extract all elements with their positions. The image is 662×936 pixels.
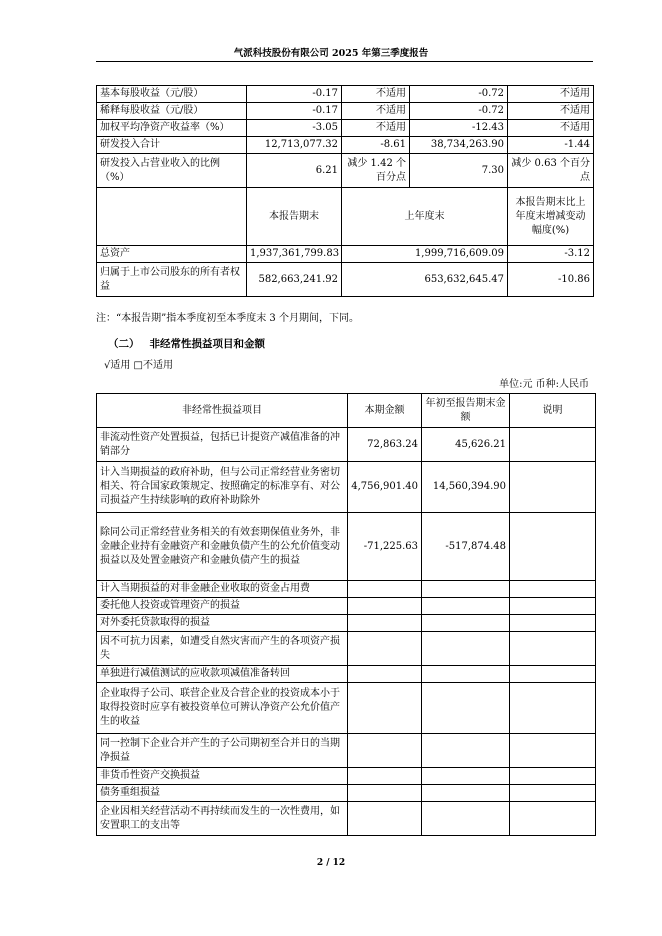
remark xyxy=(510,768,596,785)
ytd-amount: 45,626.21 xyxy=(422,428,510,462)
cell-value: -12.43 xyxy=(410,120,508,137)
table-row xyxy=(97,154,594,188)
cell-value: -0.17 xyxy=(247,86,342,103)
applicability-indicator: √适用 □不适用 xyxy=(104,360,173,371)
table-row xyxy=(97,581,596,598)
current-amount xyxy=(348,598,422,615)
cell-value: -3.12 xyxy=(508,246,594,263)
non-recurring-items-table xyxy=(96,393,596,836)
current-amount xyxy=(348,632,422,666)
ytd-amount xyxy=(422,768,510,785)
current-amount xyxy=(348,615,422,632)
ytd-amount xyxy=(422,615,510,632)
item-description: 企业因相关经营活动不再持续而发生的一次性费用，如安置职工的支出等 xyxy=(97,802,348,836)
item-description: 计入当期损益的政府补助，但与公司正常经营业务密切相关、符合国家政策规定、按照确定的标准享有、对公司损益产生持续影响的政府补助除外 xyxy=(97,462,348,513)
table-row xyxy=(97,462,596,513)
row-label: 研发投入占营业收入的比例（%） xyxy=(97,154,247,188)
table-row xyxy=(97,768,596,785)
cell-value: 减少 1.42 个百分点 xyxy=(342,154,410,188)
item-description: 债务重组损益 xyxy=(97,785,348,802)
ytd-amount xyxy=(422,802,510,836)
remark xyxy=(510,734,596,768)
current-amount xyxy=(348,683,422,734)
cell-value: 38,734,263.90 xyxy=(410,137,508,154)
row-label: 加权平均净资产收益率（%） xyxy=(97,120,247,137)
cell-value: 不适用 xyxy=(342,86,410,103)
unit-currency-label: 单位:元 币种:人民币 xyxy=(499,379,589,390)
current-amount xyxy=(348,802,422,836)
row-label: 总资产 xyxy=(97,246,247,263)
cell-value: 1,999,716,609.09 xyxy=(342,246,508,263)
header-rule xyxy=(96,61,593,62)
ytd-amount xyxy=(422,734,510,768)
table-row xyxy=(97,785,596,802)
current-amount: 72,863.24 xyxy=(348,428,422,462)
table-row xyxy=(97,598,596,615)
cell-value: 不适用 xyxy=(508,86,594,103)
col-header-current: 本期金额 xyxy=(348,394,422,428)
cell-value: 不适用 xyxy=(508,120,594,137)
current-amount xyxy=(348,581,422,598)
row-label: 稀释每股收益（元/股） xyxy=(97,103,247,120)
remark xyxy=(510,632,596,666)
current-amount xyxy=(348,734,422,768)
page-header: 气派科技股份有限公司 2025 年第三季度报告 xyxy=(233,48,429,59)
remark xyxy=(510,462,596,513)
col-header-period-end: 本报告期末 xyxy=(247,188,342,246)
table-row xyxy=(97,802,596,836)
current-amount: 4,756,901.40 xyxy=(348,462,422,513)
section-number: （二） xyxy=(108,338,140,350)
current-amount: -71,225.63 xyxy=(348,513,422,581)
empty-cell xyxy=(97,188,247,246)
row-label: 归属于上市公司股东的所有者权益 xyxy=(97,263,247,297)
table-row xyxy=(97,428,596,462)
cell-value: 6.21 xyxy=(247,154,342,188)
table-row xyxy=(97,246,594,263)
current-amount xyxy=(348,785,422,802)
cell-value: -0.72 xyxy=(410,103,508,120)
cell-value: -0.17 xyxy=(247,103,342,120)
cell-value: -8.61 xyxy=(342,137,410,154)
item-description: 计入当期损益的对非金融企业收取的资金占用费 xyxy=(97,581,348,598)
col-header-ytd: 年初至报告期末金额 xyxy=(422,394,510,428)
cell-value: 653,632,645.47 xyxy=(342,263,508,297)
col-header-change-pct: 本报告期末比上年度末增减变动幅度(%) xyxy=(508,188,594,246)
row-label: 基本每股收益（元/股） xyxy=(97,86,247,103)
ytd-amount xyxy=(422,581,510,598)
table-row xyxy=(97,103,594,120)
item-description: 单独进行减值测试的应收款项减值准备转回 xyxy=(97,666,348,683)
cell-value: 不适用 xyxy=(508,103,594,120)
table-row xyxy=(97,137,594,154)
current-amount xyxy=(348,666,422,683)
ytd-amount: 14,560,394.90 xyxy=(422,462,510,513)
ytd-amount xyxy=(422,598,510,615)
table-row xyxy=(97,86,594,103)
remark xyxy=(510,802,596,836)
cell-value: 不适用 xyxy=(342,120,410,137)
cell-value: 582,663,241.92 xyxy=(247,263,342,297)
cell-value: -3.05 xyxy=(247,120,342,137)
table-row xyxy=(97,263,594,297)
table-row xyxy=(97,683,596,734)
cell-value: 1,937,361,799.83 xyxy=(247,246,342,263)
cell-value: 不适用 xyxy=(342,103,410,120)
table-row xyxy=(97,666,596,683)
item-description: 对外委托贷款取得的损益 xyxy=(97,615,348,632)
table-row xyxy=(97,632,596,666)
section-title: 非经常性损益项目和金额 xyxy=(149,338,265,350)
ytd-amount xyxy=(422,666,510,683)
cell-value: -10.86 xyxy=(508,263,594,297)
table-row xyxy=(97,615,596,632)
cell-value: 12,713,077.32 xyxy=(247,137,342,154)
ytd-amount: -517,874.48 xyxy=(422,513,510,581)
section-heading xyxy=(108,336,275,351)
cell-value: -0.72 xyxy=(410,86,508,103)
item-description: 非货币性资产交换损益 xyxy=(97,768,348,785)
table-row xyxy=(97,120,594,137)
remark xyxy=(510,683,596,734)
ytd-amount xyxy=(422,632,510,666)
remark xyxy=(510,666,596,683)
item-description: 企业取得子公司、联营企业及合营企业的投资成本小于取得投资时应享有被投资单位可辨认净资产公允价值产生的收益 xyxy=(97,683,348,734)
financial-indicators-table xyxy=(96,85,594,297)
page-number: 2 / 12 xyxy=(316,858,346,868)
row-label: 研发投入合计 xyxy=(97,137,247,154)
cell-value: 7.30 xyxy=(410,154,508,188)
cell-value: -1.44 xyxy=(508,137,594,154)
item-description: 委托他人投资或管理资产的损益 xyxy=(97,598,348,615)
item-description: 除同公司正常经营业务相关的有效套期保值业务外，非金融企业持有金融资产和金融负债产生的公允价值变动损益以及处置金融资产和金融负债产生的损益 xyxy=(97,513,348,581)
col-header-item: 非经常性损益项目 xyxy=(97,394,348,428)
col-header-note: 说明 xyxy=(510,394,596,428)
remark xyxy=(510,581,596,598)
footnote: 注：“本报告期”指本季度初至本季度末 3 个月期间，下同。 xyxy=(96,313,359,324)
remark xyxy=(510,615,596,632)
remark xyxy=(510,428,596,462)
table-subheader-row xyxy=(97,188,594,246)
remark xyxy=(510,513,596,581)
ytd-amount xyxy=(422,785,510,802)
item-description: 因不可抗力因素，如遭受自然灾害而产生的各项资产损失 xyxy=(97,632,348,666)
item-description: 非流动性资产处置损益，包括已计提资产减值准备的冲销部分 xyxy=(97,428,348,462)
current-amount xyxy=(348,768,422,785)
table-row xyxy=(97,513,596,581)
remark xyxy=(510,598,596,615)
remark xyxy=(510,785,596,802)
table-row xyxy=(97,734,596,768)
col-header-prior-year-end: 上年度末 xyxy=(342,188,508,246)
table-header-row xyxy=(97,394,596,428)
cell-value: 减少 0.63 个百分点 xyxy=(508,154,594,188)
item-description: 同一控制下企业合并产生的子公司期初至合并日的当期净损益 xyxy=(97,734,348,768)
ytd-amount xyxy=(422,683,510,734)
